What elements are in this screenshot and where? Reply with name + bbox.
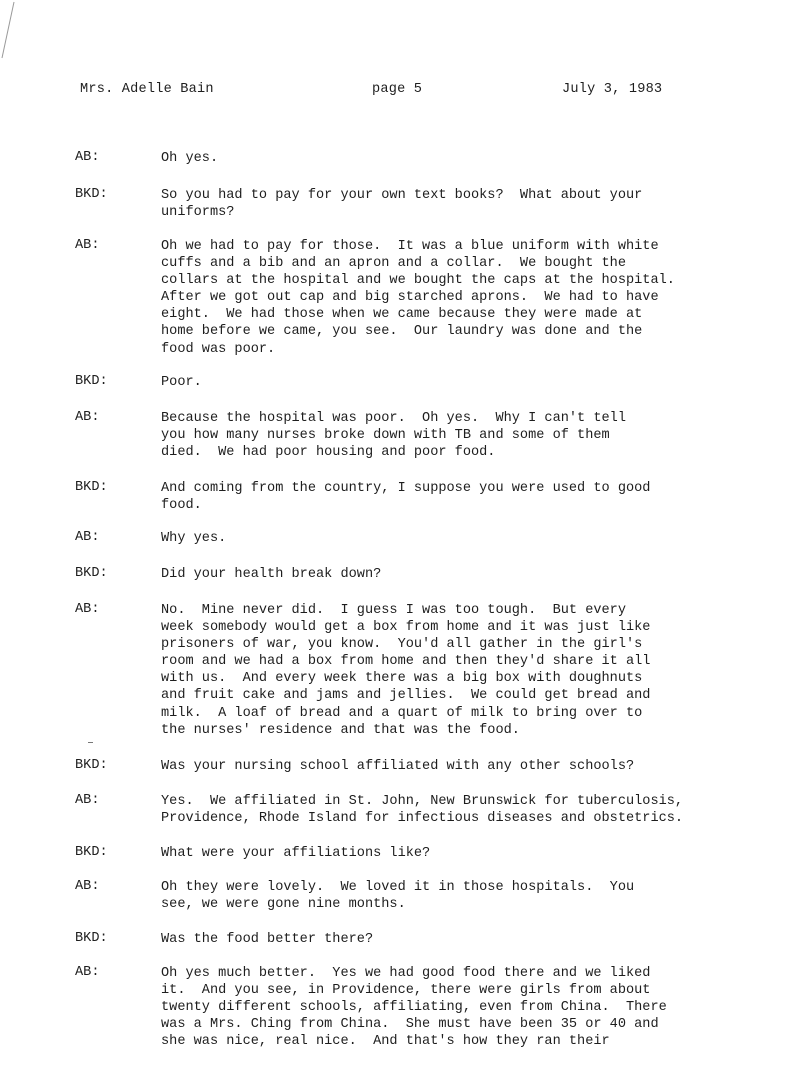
speech-line: Yes. We affiliated in St. John, New Brunswick for tuberculosis, bbox=[161, 794, 684, 809]
speech-line: Providence, Rhode Island for infectious diseases and obstetrics. bbox=[161, 811, 684, 827]
speech-line: Because the hospital was poor. Oh yes. Why I can't tell bbox=[161, 411, 626, 426]
speech-line: room and we had a box from home and then they'd share it all bbox=[161, 654, 651, 670]
speech-line: died. We had poor housing and poor food. bbox=[161, 445, 496, 461]
speech-text bbox=[161, 931, 761, 948]
speech-line: milk. A loaf of bread and a quart of milk to bring over to bbox=[161, 705, 643, 721]
speech-line: Was the food better there? bbox=[161, 932, 374, 947]
speaker-label: AB: bbox=[75, 965, 100, 980]
speech-line: it. And you see, in Providence, there were girls from about bbox=[161, 983, 651, 999]
speaker-label: AB: bbox=[75, 410, 100, 425]
header-date: July 3, 1983 bbox=[562, 82, 663, 97]
speaker-label: AB: bbox=[75, 793, 100, 808]
speech-text bbox=[161, 530, 761, 547]
corner-scan-mark bbox=[0, 0, 30, 60]
speech-line: twenty different schools, affiliating, even from China. There bbox=[161, 1000, 667, 1016]
speech-text bbox=[161, 150, 761, 167]
speaker-label: AB: bbox=[75, 602, 100, 617]
speaker-label: BKD: bbox=[75, 566, 108, 581]
speaker-label: BKD: bbox=[75, 480, 108, 495]
speech-line: with us. And every week there was a big box with doughnuts bbox=[161, 671, 643, 687]
speech-line: eight. We had those when we came because they were made at bbox=[161, 307, 643, 323]
header-page-number: page 5 bbox=[372, 82, 423, 97]
speaker-label: BKD: bbox=[75, 845, 108, 860]
stray-mark bbox=[88, 742, 93, 743]
speech-line: So you had to pay for your own text books? What about your bbox=[161, 188, 643, 203]
speech-text bbox=[161, 602, 761, 739]
speech-line: Did your health break down? bbox=[161, 567, 382, 582]
speech-line: And coming from the country, I suppose you were used to good bbox=[161, 481, 651, 496]
speech-text bbox=[161, 758, 761, 775]
speaker-label: AB: bbox=[75, 530, 100, 545]
speech-line: was a Mrs. Ching from China. She must have been 35 or 40 and bbox=[161, 1017, 659, 1033]
speech-line: the nurses' residence and that was the food. bbox=[161, 722, 520, 738]
speech-line: food was poor. bbox=[161, 341, 276, 357]
speech-line: Why yes. bbox=[161, 531, 227, 546]
speech-line: After we got out cap and big starched aprons. We had to have bbox=[161, 290, 659, 306]
speech-text bbox=[161, 374, 761, 391]
speech-line: Poor. bbox=[161, 375, 202, 390]
speech-line: Oh we had to pay for those. It was a blue uniform with white bbox=[161, 239, 659, 254]
speech-line: she was nice, real nice. And that's how they ran their bbox=[161, 1034, 610, 1050]
speech-line: Oh yes much better. Yes we had good food there and we liked bbox=[161, 966, 651, 981]
speech-line: What were your affiliations like? bbox=[161, 846, 431, 861]
speaker-label: BKD: bbox=[75, 931, 108, 946]
speech-line: collars at the hospital and we bought the caps at the hospital. bbox=[161, 273, 675, 289]
speech-text bbox=[161, 566, 761, 583]
speaker-label: BKD: bbox=[75, 374, 108, 389]
speech-line: see, we were gone nine months. bbox=[161, 897, 406, 913]
speech-text bbox=[161, 480, 761, 514]
speaker-label: AB: bbox=[75, 238, 100, 253]
speaker-label: BKD: bbox=[75, 187, 108, 202]
speaker-label: AB: bbox=[75, 150, 100, 165]
speech-line: home before we came, you see. Our laundry was done and the bbox=[161, 324, 643, 340]
speech-line: food. bbox=[161, 498, 202, 514]
speech-line: prisoners of war, you know. You'd all gather in the girl's bbox=[161, 637, 643, 653]
speech-text bbox=[161, 410, 761, 461]
speech-line: uniforms? bbox=[161, 205, 235, 221]
speech-text bbox=[161, 187, 761, 221]
speech-text bbox=[161, 845, 761, 862]
speech-line: week somebody would get a box from home and it was just like bbox=[161, 620, 651, 636]
speech-text bbox=[161, 238, 761, 358]
speech-text bbox=[161, 879, 761, 913]
speech-line: and fruit cake and jams and jellies. We could get bread and bbox=[161, 688, 651, 704]
header-interviewee-name: Mrs. Adelle Bain bbox=[80, 82, 214, 97]
speaker-label: AB: bbox=[75, 879, 100, 894]
speech-text bbox=[161, 793, 761, 827]
speaker-label: BKD: bbox=[75, 758, 108, 773]
speech-line: Oh yes. bbox=[161, 151, 219, 166]
speech-line: Was your nursing school affiliated with any other schools? bbox=[161, 759, 635, 774]
speech-text bbox=[161, 965, 761, 1050]
speech-line: No. Mine never did. I guess I was too tough. But every bbox=[161, 603, 626, 618]
speech-line: you how many nurses broke down with TB and some of them bbox=[161, 428, 610, 444]
speech-line: Oh they were lovely. We loved it in those hospitals. You bbox=[161, 880, 635, 895]
speech-line: cuffs and a bib and an apron and a collar. We bought the bbox=[161, 256, 626, 272]
